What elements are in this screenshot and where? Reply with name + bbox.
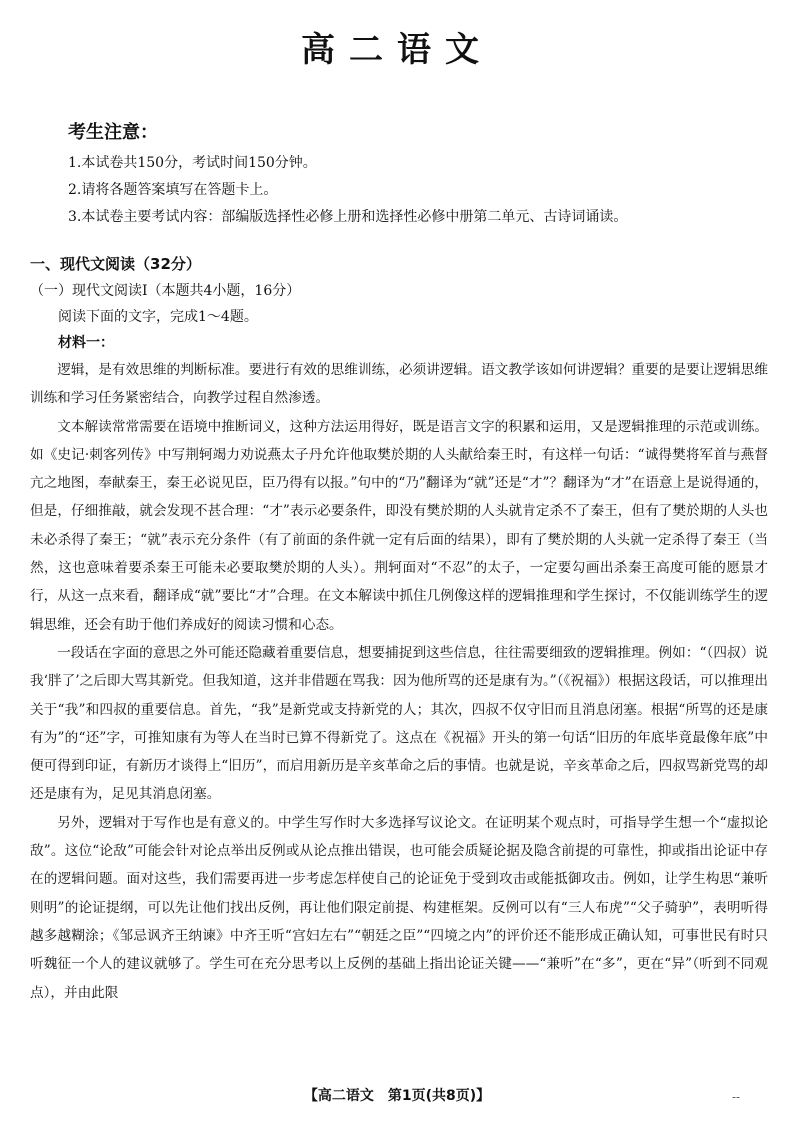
notice-heading: 考生注意： xyxy=(68,122,158,143)
corner-mark: -- xyxy=(732,1090,741,1104)
paragraph: 文本解读常常需要在语境中推断词义，这种方法运用得好，既是语言文字的积累和运用，又是逻辑推理的示范或训练。如《史记·刺客列传》中写荆轲竭力劝说燕太子丹允许他取樊於期的人头献给秦王时，有这样一句话：“诚得樊将军首与燕督亢之地图，奉献秦王，秦王必说见臣，臣乃得有以报。”句中的“乃”翻译为“就”还是“才”？翻译为“才”在语意上是说得通的，但是，仔细推敲，就会发现不甚合理：“才”表示必要条件，即没有樊於期的人头就肯定杀不了秦王，但有了樊於期的人头也未必杀得了秦王；“就”表示充分条件（有了前面的条件就一定有后面的结果），即有了樊於期的人头就一定杀得了秦王（当然，这也意味着要杀秦王可能未必要取樊於期的人头）。荆轲面对“不忍”的太子，一定要勾画出杀秦王高度可能的愿景才行，从这一点来看，翻译成“就”要比“才”合理。在文本解读中抓住几例像这样的逻辑推理和学生探讨，不仅能训练学生的逻辑思维，还会有助于他们养成好的阅读习惯和心态。 xyxy=(30,418,768,633)
instruction: 阅读下面的文字，完成1～4题。 xyxy=(58,309,258,325)
paragraph: 逻辑，是有效思维的判断标准。要进行有效的思维训练，必须讲逻辑。语文教学该如何讲逻辑？重要的是要让逻辑思维训练和学习任务紧密结合，向教学过程自然渗透。 xyxy=(30,362,768,407)
page-title: 高二语文 xyxy=(301,30,493,70)
section-heading: 一、现代文阅读（32分） xyxy=(30,255,201,273)
notice-item: 2.请将各题答案填写在答题卡上。 xyxy=(68,182,278,198)
notice-item: 3.本试卷主要考试内容：部编版选择性必修上册和选择性必修中册第二单元、古诗词诵读。 xyxy=(68,209,628,225)
reading-section xyxy=(30,250,768,1007)
paragraph: 另外，逻辑对于写作也是有意义的。中学生写作时大多选择写议论文。在证明某个观点时，可指导学生想一个“虚拟论敌”。这位“论敌”可能会针对论点举出反例或从论点推出错误，也可能会质疑论据及隐含前提的可靠性，抑或指出论证中存在的逻辑问题。面对这些，我们需要再进一步考虑怎样使自己的论证免于受到攻击或能抵御攻击。例如，让学生构思“兼听则明”的论证提纲，可以先让他们找出反例，再让他们限定前提、构建框架。反例可以有“三人布虎”“父子骑驴”，表明听得越多越糊涂；《邹忌讽齐王纳谏》中齐王听“宫妇左右”“朝廷之臣”“四境之内”的评价还不能形成正确认知，可事世民有时只听魏征一个人的建议就够了。学生可在充分思考以上反例的基础上指出论证关键——“兼听”在“多”，更在“异”（听到不同观点），并由此限 xyxy=(30,814,768,1001)
page-footer: 【高二语文 第1页(共8页)】 xyxy=(303,1088,491,1104)
material-label: 材料一： xyxy=(58,335,114,351)
paragraph: 一段话在字面的意思之外可能还隐藏着重要信息，想要捕捉到这些信息，往往需要细致的逻辑推理。例如：“（四叔）说我‘胖了’之后即大骂其新党。但我知道，这并非借题在骂我：因为他所骂的还是康有为。”（《祝福》）根据这段话，可以推理出关于“我”和四叔的重要信息。首先，“我”是新党或支持新党的人；其次，四叔不仅守旧而且消息闭塞。根据“所骂的还是康有为”的“还”字，可推知康有为等人在当时已算不得新党了。这点在《祝福》开头的第一句话“旧历的年底毕竟最像年底”中便可得到印证，有新历才谈得上“旧历”，而启用新历是辛亥革命之后的事情。也就是说，辛亥革命之后，四叔骂新党骂的却还是康有为，足见其消息闭塞。 xyxy=(30,644,768,803)
exam-notice xyxy=(68,118,768,231)
sub-section-heading: （一）现代文阅读Ⅰ（本题共4小题，16分） xyxy=(30,283,301,299)
notice-item: 1.本试卷共150分，考试时间150分钟。 xyxy=(68,155,317,171)
